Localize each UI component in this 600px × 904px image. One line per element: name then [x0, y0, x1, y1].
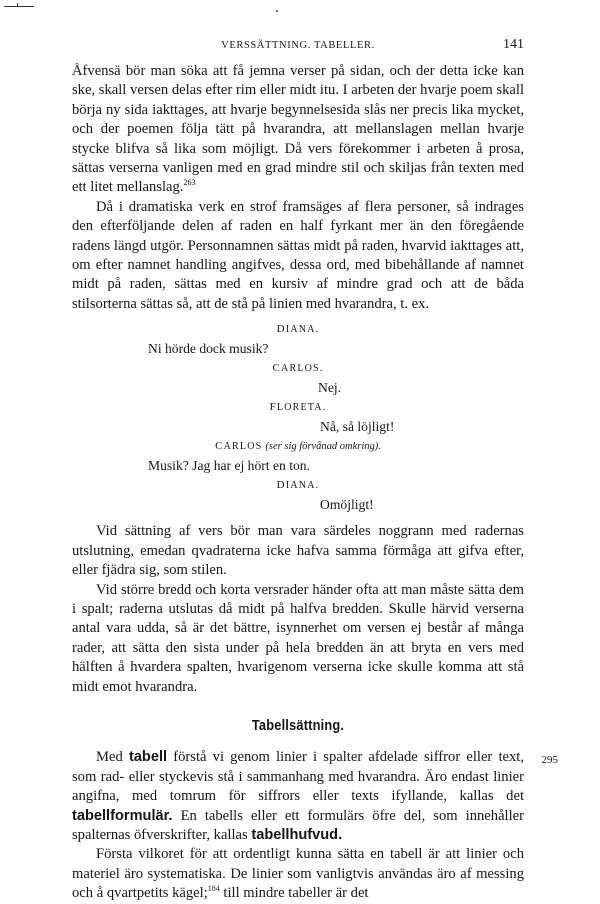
- paragraph-text: Åfvensä bör man söka att få jemna verser på sidan, och der detta icke kan ske, skall versen delas efter rim eller midt itu. I arbeten der hvarje poem skall börja ny sida iakttages, att hvarje begynnelsesida slås ner precis lika mycket, och der poemen följa tätt på hvarandra, att mellanslagen mellan hvarje stycke blifva så lika som möjligt. Då vers förekommer i arbeten å prosa, sättas verserna vanligen med en grad mindre stil och skiljas från texten med ett litet mellanslag.: [72, 63, 524, 196]
- verse-line: Nå, så löjligt!: [320, 419, 395, 435]
- verse-line: Omöjligt!: [320, 497, 374, 513]
- paragraph-table-definition: 295 Med tabell förstå vi genom linier i spalter afdelade siffror eller text, som rad- eller styckevis stå i sammanhang med hvarandra. Äro endast linier angifna, med tomrum för siffrors eller texts ifyllande, kallas det tabellformulär. En tabells eller ett formulärs öfre del, som innehåller spalternas öfverskrifter, kallas tabellhufvud.: [72, 749, 558, 843]
- paragraph-verse-justification: Vid sättning af vers bör man vara särdeles noggrann med radernas utslutning, emedan qvadraterna icke hafva samma förmåga att gifva efter, eller fjädra sig, som stilen.: [72, 523, 524, 579]
- term-tabell: tabell: [128, 749, 168, 766]
- speaker-name: CARLOS.: [272, 362, 324, 375]
- margin-number: 295: [541, 754, 558, 767]
- speaker-name: CARLOS (ser sig förvånad omkring).: [215, 440, 381, 453]
- verse-line: Nej.: [318, 380, 342, 396]
- speaker-name: FLORETA.: [269, 401, 327, 414]
- speaker-name: DIANA.: [276, 479, 320, 492]
- page-number: 141: [503, 37, 524, 52]
- section-heading: Tabellsättning.: [251, 717, 345, 734]
- speaker-name: DIANA.: [276, 323, 320, 336]
- verse-line: Ni hörde dock musik?: [148, 341, 269, 357]
- footnote-ref: 184: [207, 884, 220, 894]
- page-header: [72, 37, 524, 55]
- stage-direction: (ser sig förvånad omkring).: [265, 441, 381, 453]
- paragraph-dramatic-verse: Då i dramatiska verk en strof framsäges af flera personer, så indrages den efterföljande delen af raden en half fyrkant mer än den föregående radens längd utgör. Personnamnen sättas midt på raden, hvarvid iakttages att, om efter namnet handling angifves, dessa ord, med bibehållande af namnet midt på raden, sättas med en kursiv af mindre grad och att de båda stilsorterna sättas så, att de stå på linien med hvarandra, t. ex.: [72, 198, 524, 312]
- term-tabellhufvud: tabellhufvud.: [251, 826, 343, 843]
- print-speck: [276, 10, 278, 12]
- paragraph-verse-pages: [72, 62, 524, 198]
- term-tabellformular: tabellformulär.: [72, 807, 173, 824]
- page-body: [72, 62, 558, 904]
- footnote-ref: 263: [183, 178, 196, 188]
- paragraph-verse-columns: Vid större bredd och korta versrader händer ofta att man måste sätta dem i spalt; raderna utslutas då midt på halfva bredden. Skulle härvid verserna antal vara udda, så är det bättre, isynnerhet om versen ej består af många rader, att sätta den sista under på hela bredden än att bryta en vers med hälften å hvardera spalten, hvarigenom verserna icke skulle komma att stå midt emot hvarandra.: [72, 581, 524, 695]
- dialogue-example: [72, 320, 524, 514]
- verse-line: Musik? Jag har ej hört en ton.: [148, 458, 310, 474]
- running-title: VERSSÄTTNING. TABELLER.: [221, 40, 375, 51]
- print-mark: [4, 6, 34, 7]
- paragraph-table-rules: Första vilkoret för att ordentligt kunna sätta en tabell är att linier och materiel äro systematiska. De linier som vanligtvis användas äro af messing och å qvartpetits kägel;$^{184}$ till mindre tabeller är det: [72, 846, 524, 902]
